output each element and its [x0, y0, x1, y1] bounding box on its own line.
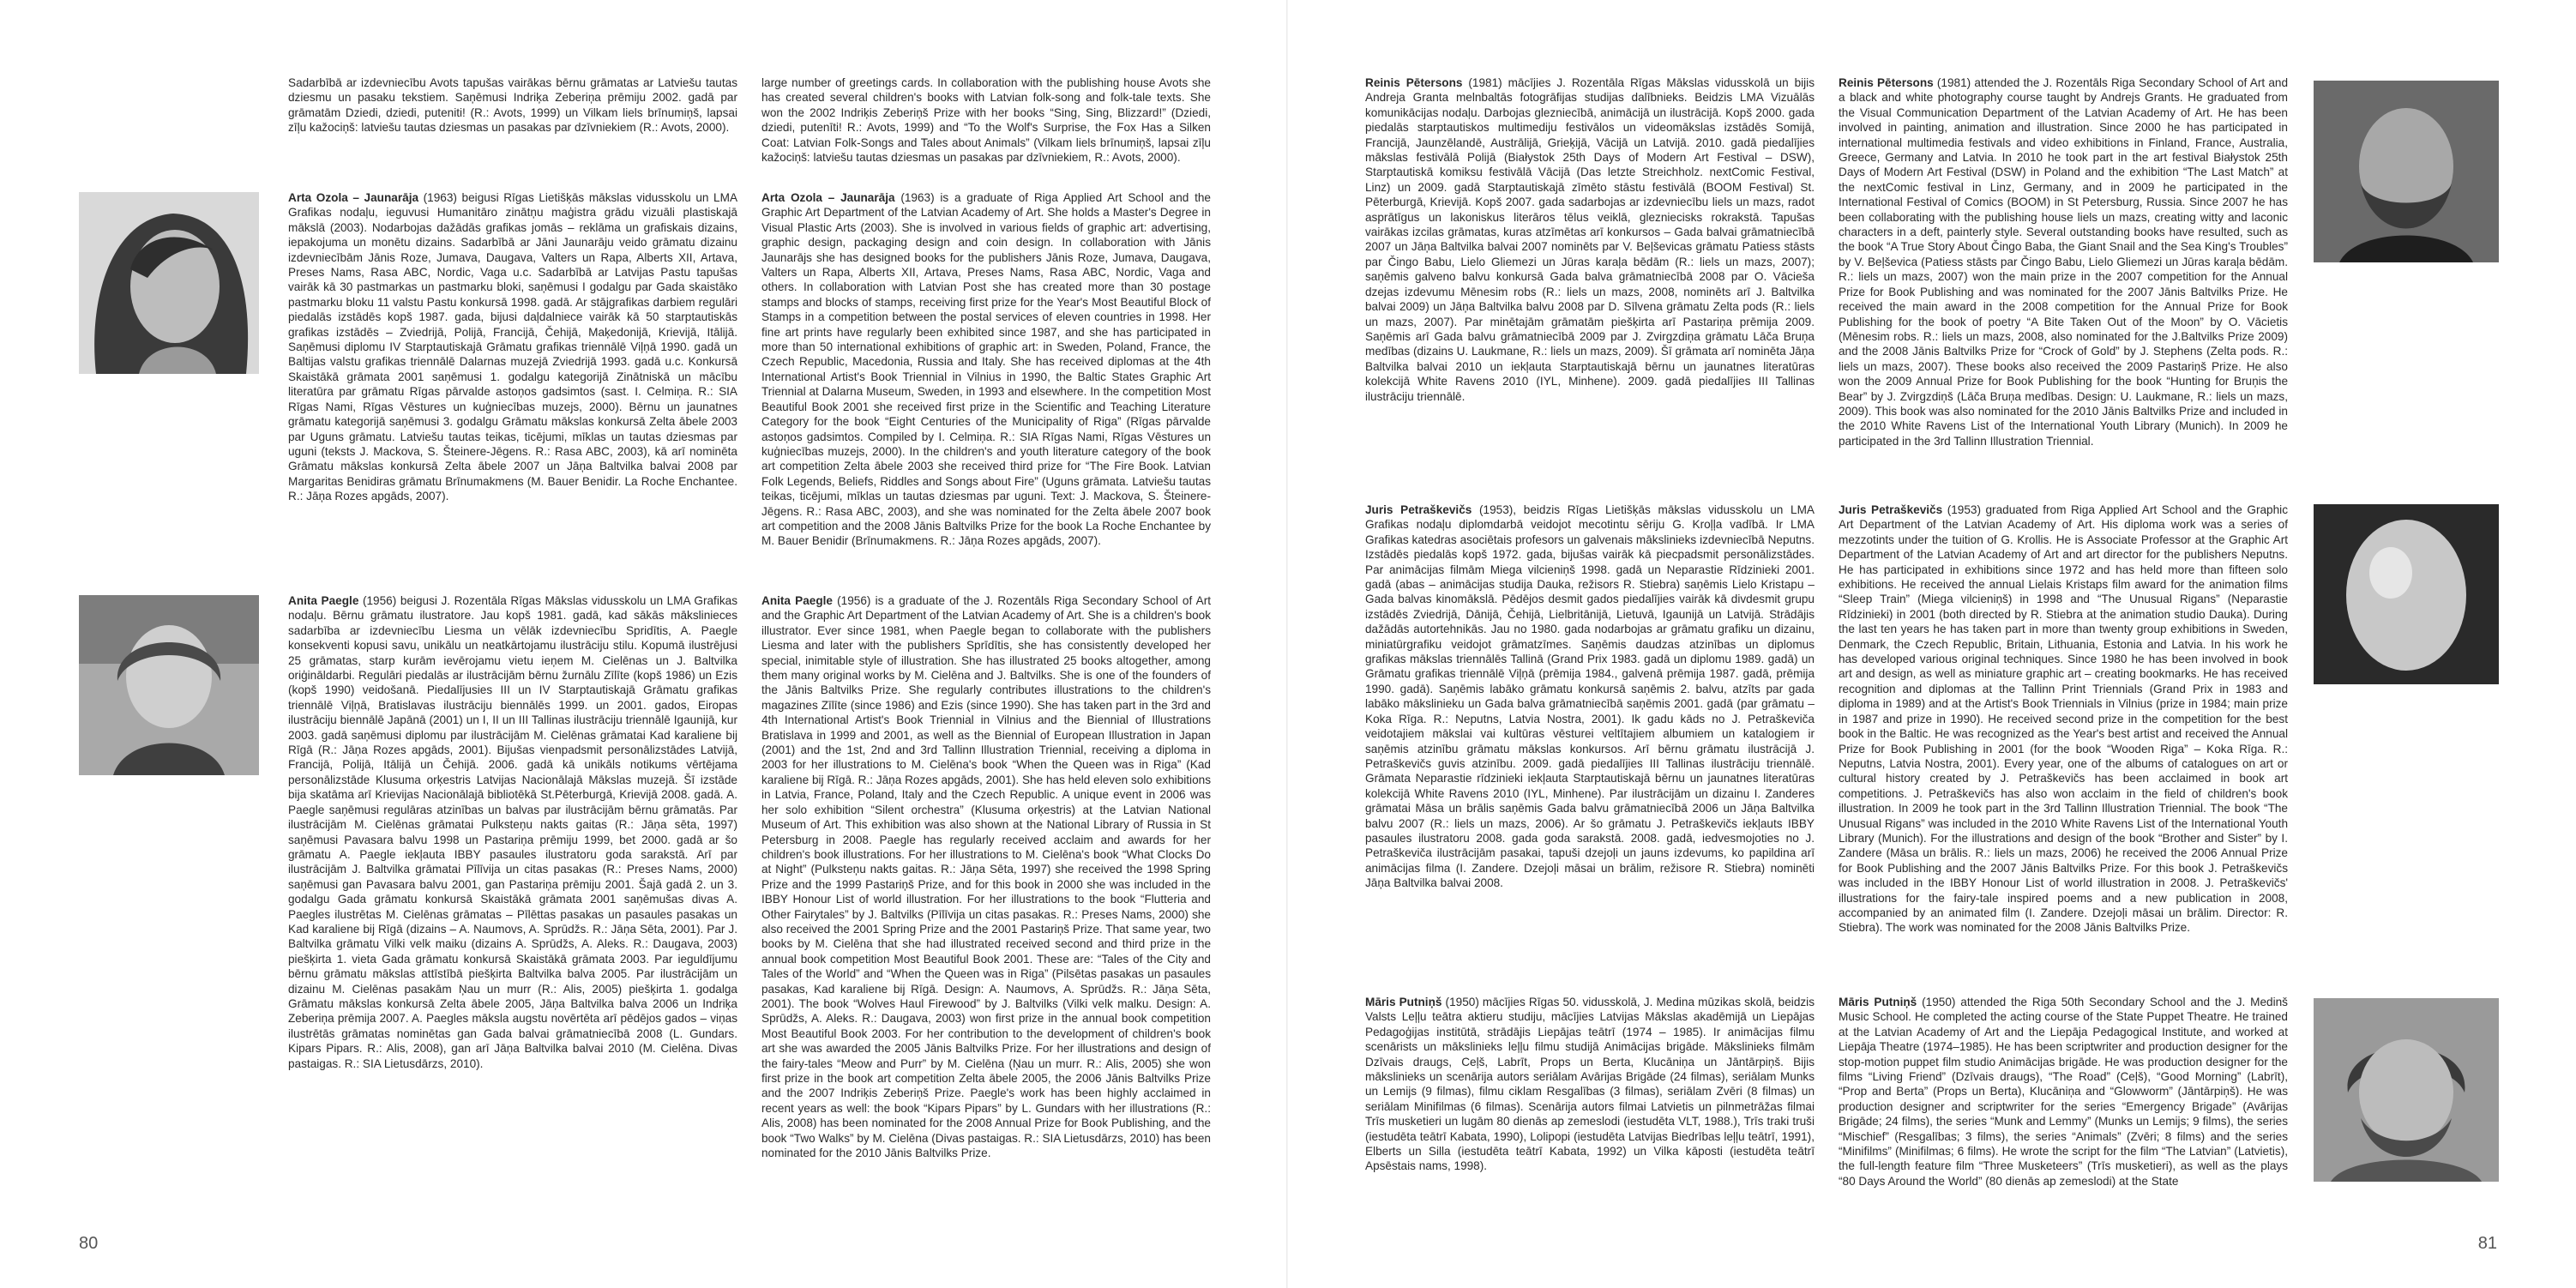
bio-name: Juris Petraškevičs: [1365, 503, 1472, 516]
intro-text-lv: [288, 75, 737, 135]
bio-text: (1981) mācījies J. Rozentāla Rīgas Mākslas vidusskolā un bijis Andreja Granta melnbaltās fotogrāfijas studijas dalībnieks. Beidzis LMA Vizuālās komunikācijas nodaļu. Darbojas glezniecībā, animācijā un ilustrācijā. Kopš 2000. gada piedalās starptautiskos multimediju festivālos un videomākslas izstādēs Somijā, Francijā, Jaunzēlandē, Austrālijā, Grieķijā, Vācijā un Latvijā. 2010. gadā piedalījies mākslas festivālā Polijā (Białystok 25th Days of Modern Art Festival – DSW), Starptautiskā komiksu festivālā Vācijā (Das letzte Streichholz. nextComic Festival, Linz) un 2009. gadā Starptautiskajā zīmēto stāstu festivālā (BOOM Festival) St. Pēterburgā, Krievijā. Kopš 2007. gada sadarbojas ar izdevniecību liels un mazs, radot asprātīgus un lakoniskus literāros tēlus veiklā, glezniecisks rokrakstā. Tapušas vairākas izcilas grāmatas, kuras atzīmētas arī konkursos – Gada balvai grāmatniecībā 2007 un Jāņa Baltvilka balvai 2007 nominēts par V. Beļševicas grāmatu Patiess stāsts par Čingo Babu, Lielo Gliemezi un Jūras karaļa bēdām (R.: liels un mazs, 2007); saņēmis galveno balvu konkursā Gada balva grāmatniecībā 2008 par O. Vācieša dzejas izdevumu Mēnesim robs (R.: liels un mazs, 2008, nominēts arī J. Baltvilka balvai 2009) un Jāņa Baltvilka balvu 2008 par D. Sīlvena grāmatu Zelta pods (R.: liels un mazs, 2007). Par minētajām grāmatām piešķirta arī Pastariņa prēmija 2009. Saņēmis arī Gada balvu grāmatniecībā 2009 par J. Zvirgzdiņa grāmatu Lāča Bruņa medības (dizains U. Laukmane, R.: liels un mazs, 2009). Šī grāmata arī nominēta Jāņa Baltvilka balvai 2010 un iekļauta Starptautiskajā bērnu un jaunatnes literatūras kolekcijā White Ravens 2010 (IYL, Minhene). 2009. gadā piedalījies III Tallinas ilustrāciju triennālē.: [1365, 76, 1815, 403]
portrait-photo-icon: [2314, 504, 2499, 684]
bio-text: (1981) attended the J. Rozentāls Riga Secondary School of Art and a black and white photography course taught by Andrejs Grants. He graduated from the Visual Communication Department of the Latvian Academy of Art. He has been involved in painting, animation and illustration. Since 2000 he has participated in international multimedia festivals and video exhibitions in Finland, France, Australia, Greece, Germany and Latvia. In 2010 he took part in the art festival Białystok 25th Days of Modern Art Festival (DSW) in Poland and the exhibition “The Last Match” at the nextComic festival in Linz, Germany, and in 2009 he participated in the International Festival of Comics (BOOM) in St Petersburg, Russia. Since 2007 he has been collaborating with the publishing house liels un mazs, creating witty and laconic characters in a deft, painterly style. Several outstanding books have resulted, such as the book “A True Story About Čingo Baba, the Giant Snail and the Sea King's Troubles” by V. Beļševica (Patiess stāsts par Čingo Babu, Lielo Gliemezi un Jūras karaļa bēdām. R.: liels un mazs, 2007) won the main prize in the 2007 competition for the Annual Prize for Book Publishing and was nominated for the 2007 Jānis Baltvilks Prize. He received the main award in the 2008 competition for the Annual Prize for Book Publishing for the book of poetry “A Bite Taken Out of the Moon” by O. Vācietis (Mēnesim robs. R.: liels un mazs, 2008, also nominated for the J.Baltvilks Prize 2009) and the 2008 Jānis Baltvilks Prize for “Crock of Gold” by J. Stephens (Zelta pods. R.: liels un mazs, 2007). These books also received the 2009 Pastariņš Prize. He also won the 2009 Annual Prize for Book Publishing for the book “Hunting for Bruņis the Bear” by J. Zvirgzdiņš (Lāča Bruņa medības. Design: U. Laukmane, R.: liels un mazs, 2009). This book was also nominated for the 2010 Jānis Baltvilks Prize and included in the 2010 White Ravens List of the International Youth Library (Munich). In 2009 he participated in the 3rd Tallinn Illustration Triennial.: [1839, 76, 2289, 448]
bio-anita-en: [761, 593, 1211, 1160]
portrait-reinis-petersons: [2314, 81, 2499, 262]
bio-text: (1953) graduated from Riga Applied Art School and the Graphic Art Department of the Latvian Academy of Art. His diploma work was a series of mezzotints under the tuition of G. Krollis. He is Associate Professor at the Graphic Art Department of the Latvian Academy of Art and art director for the publishers Neputns. He has participated in exhibitions since 1972 and has held more than fifteen solo exhibitions. He received the annual Lielais Kristaps film award for the animation films “Sleep Train” (Miega vilcieniņš) in 1998 and “The Unusual Rigans” (Neparastie Rīdzinieki) in 2001 (both directed by R. Stiebra at the animation studio Dauka). During the last ten years he has taken part in more than twenty group exhibitions in Sweden, Denmark, the Czech Republic, Britain, Lithuania, Estonia and Latvia. In his work he has developed various original techniques. Since 1980 he has been involved in book art and design, as well as miniature graphic art – creating bookmarks. He has received recognition and diplomas at the Tallinn Print Triennials (Grand Prix in 1983 and diploma in 1989) and at the Artist's Book Triennials in Vilnius (prize in 1984; main prize in 1987 and prize in 1990). He received second prize in the competition for the best book in the Baltic. He was recognized as the Year's best artist and received the Annual Prize for Book Publishing in 2001 (for the book “Wooden Riga” – Koka Rīga. R.: Neputns, Latvia Nostra, 2001). Every year, one of the albums of catalogues on art or cultural history created by J. Petraškevičs has been acclaimed in book art competitions. J. Petraškevičs has also won acclaim in the field of children's book illustration. In 2009 he took part in the 3rd Tallinn Illustration Triennial. The book “The Unusual Rigans” was included in the 2010 White Ravens List of the International Youth Library (Munich). For the illustrations and design of the book “Brother and Sister” by I. Zandere (Māsa un brālis. R.: liels un mazs, 2006) he received the 2006 Annual Prize for Book Publishing and the 2007 Jānis Baltvilks Prize. For this book J. Petraškevičs was included in the IBBY Honour List of world illustration in 2008. J. Petraškevičs' illustrations for the fairy-tale inspired poems and a new publication in 2008, accompanied by an animated film (I. Zandere. Dzejoļi māsai un brālim. Director: R. Stiebra). The work was nominated for the 2008 Jānis Baltvilks Prize.: [1839, 503, 2288, 935]
bio-name: Arta Ozola – Jaunarāja: [288, 191, 419, 204]
bio-text: (1963) beigusi Rīgas Lietišķās mākslas vidusskolu un LMA Grafikas nodaļu, ieguvusi Humanitāro zinātņu maģistra grādu vizuāli plastiskajā mākslā (2003). Nodarbojas dažādās grafikas jomās – reklāma un grafiskais dizains, iepakojuma un monētu dizains. Sadarbībā ar Jāni Jaunarāju veido grāmatu dizainu izdevniecībām Jānis Roze, Jumava, Daugava, Valters un Rapa, Alberts XII, Artava, Preses Nams, Rasa ABC, Nordic, Vaga u.c. Sadarbībā ar Latvijas Pastu tapušas vairāk kā 30 pastmarkas un pastmarku bloki, saņēmusi I godalgu par Gada skaistāko pastmarku bloku 11 valstu Pastu konkursā 1998. gadā. Ar stājgrafikas darbiem regulāri piedalās izstādēs kopš 1987. gada, bijusi daļdalniece vairāk kā 50 starptautiskās grafikas izstādēs – Zviedrijā, Polijā, Francijā, Čehijā, Maķedonijā, Krievijā, Itālijā. Saņēmusi diplomu IV Starptautiskajā Grāmatu grafikas triennālē Viļņā 1990. gadā un Baltijas valstu grafikas triennālē Dalarnas muzejā Zviedrijā 1993. gadā u.c. Konkursā Skaistākā grāmata 2001 saņēmusi 1. godalgu kategorijā Zinātniskā un mācību literatūra par grāmatu Rīgas pārvalde astoņos gadsimtos (sast. I. Celmiņa. R.: SIA Rīgas Nami, Rīgas Vēstures un kuģniecības muzejs, 2000). Bērnu un jaunatnes grāmatu kategorijā saņēmusi 3. godalgu Grāmatu mākslas konkursā Zelta ābele 2003 par Uguns grāmatu. Latviešu tautas teikas, ticējumi, mīklas un tautas dziesmas par uguni (teksts J. Mackova, S. Šteinere-Jēgens. R.: Rasa ABC, 2003), kā arī nominēta Grāmatu mākslas konkursā Zelta ābele 2007 un Jāņa Baltvilka balvai 2008 par Margaritas Benidiras grāmatu Brīnumakmens (M. Bauer Benidir. La Roche Enchantee. R.: Jāņa Rozes apgāds, 2007).: [288, 191, 738, 503]
portrait-photo-icon: [79, 192, 259, 374]
portrait-arta-ozola: [79, 192, 259, 374]
bio-anita-lv: [288, 593, 737, 1071]
bio-arta-en: [761, 190, 1211, 549]
portrait-anita-paegle: [79, 595, 259, 775]
bio-name: Reinis Pētersons: [1839, 76, 1934, 89]
portrait-photo-icon: [2314, 998, 2499, 1182]
bio-arta-lv: [288, 190, 737, 504]
bio-text: (1953), beidzis Rīgas Lietišķās mākslas vidusskolu un LMA Grafikas nodaļu diplomdarbā veidojot mecotintu sēriju G. Kroļļa vadībā. Ir LMA Grafikas katedras asociētais profesors un galvenais mākslinieks izdevniecībā Neputns. Izstādēs piedalās kopš 1972. gada, bijušas vairāk kā piecpadsmit personālizstādes. Par animācijas filmām Miega vilcieniņš 1998. gadā un Neparastie Rīdzinieki 2001. gadā (abas – animācijas studija Dauka, režisors R. Stiebra) saņēmis Lielo Kristapu – Gada balvas kinomākslā. Pēdējos desmit gados piedalījies vairāk kā divdesmit grupu izstādēs Zviedrijā, Dānijā, Čehijā, Lielbritānijā, Lietuvā, Igaunijā un Latvijā. Strādājis dažādās autortehnikās. Jau no 1980. gada nodarbojas ar grāmatu grafiku un dizainu, miniatūrgrafiku veidojot grāmatzīmes. Saņēmis daudzas atzinības un diplomus grafikas mākslas triennālēs Tallinā (Grand Prix 1983. gadā un diplomu 1989. gadā) un Grāmatu grafikas triennālē Viļņā (prēmija 1984., galvenā prēmija 1987. gadā, prēmija 1990. gadā). Saņēmis labāko grāmatu konkursā saņēmis 2. balvu, atzīts par gada labāko mākslinieku un Gada balva grāmatniecībā saņēmis 2001. gadā (par grāmatu – Koka Rīga. R.: Neputns, Latvia Nostra, 2001). Ik gadu kāds no J. Petraškeviča veidotajiem mākslai vai kultūras vēsturei veltītajiem albumiem un katalogiem ir saņēmis atzinību grāmatu mākslas konkursos. Arī bērnu grāmatu ilustrācijā J. Petraškevičs guvis atzinību. 2009. gadā piedalījies III Tallinas ilustrāciju triennālē. Grāmata Neparastie rīdzinieki iekļauta Starptautiskajā bērnu un jaunatnes literatūras kolekcijā White Ravens 2010 (IYL, Minhene). Par ilustrācijām un dizainu I. Zanderes grāmatai Māsa un brālis saņēmis Gada balvu grāmatniecībā 2006 un Jāņa Baltvilka balvu 2007 (R.: liels un mazs, 2006). Ar šo grāmatu J. Petraškevičs iekļauts IBBY pasaules ilustratoru 2008. gada goda sarakstā. 2008. gadā, iedvesmojoties no J. Petraškeviča ilustrācijām pasakai, tapuši dzejoļi un jauns izdevums, ko papildina arī animācijas filma (I. Zandere. Dzejoļi māsai un brālim, režisore R. Stiebra) nominēti Jāņa Baltvilka balvai 2008.: [1365, 503, 1815, 890]
bio-name: Anita Paegle: [761, 594, 833, 607]
bio-juris-lv: [1365, 503, 1815, 891]
portrait-maris-putnins: [2314, 998, 2499, 1182]
bio-maris-lv: [1365, 995, 1815, 1252]
portrait-photo-icon: [79, 595, 259, 775]
bio-reinis-en: [1839, 75, 2288, 448]
intro-paragraph-en: large number of greetings cards. In collaboration with the publishing house Avots she has created several children's books with Latvian folk-song and folk-tale texts. She won the 2002 Indriķis Zeberiņš Prize with her books “Sing, Sing, Blizzard!” (Dziedi, dziedi, putenīti! R.: Avots, 1999) and “To the Wolf's Surprise, the Fox Has a Silken Coat: Latvian Folk-Songs and Tales about Animals” (Vilkam liels brīnumiņš, lapsai zīļu kažociņš: latviešu tautas dziesmas un pasakas par dzīvniekiem, R.: Avots, 2000).: [761, 76, 1211, 165]
intro-text-en: [761, 75, 1211, 165]
bio-juris-en: [1839, 503, 2288, 936]
page-number-left: 80: [79, 1234, 99, 1253]
intro-paragraph-lv: Sadarbībā ar izdevniecību Avots tapušas vairākas bērnu grāmatas ar Latviešu tautas dziesmu un pasaku tekstiem. Saņēmusi Indriķa Zeberiņa prēmiju 2002. gadā par grāmatām Dziedi, dziedi, puteniti! (R.: Avots, 1999) un Vilkam liels brīnumiņš, lapsai zīļu kažociņš: latviešu tautas dziesmas un pasakas par dzīvniekiem (R.: Avots, 2000).: [288, 76, 737, 135]
bio-name: Arta Ozola – Jaunarāja: [761, 191, 895, 204]
bio-text: (1963) is a graduate of Riga Applied Art School and the Graphic Art Department of the Latvian Academy of Art. She holds a Master's Degree in Visual Plastic Arts (2003). She is involved in various fields of graphic art: advertising, graphic design, packaging design and coin design. In collaboration with Jānis Jaunarājs she has designed books for the publishers Jānis Roze, Jumava, Daugava, Valters un Rapa, Alberts XII, Artava, Preses Nams, Rasa ABC, Nordic, Vaga and others. In collaboration with Latvian Post she has created more than 30 postage stamps and blocks of stamps, receiving first prize for the Year's Most Beautiful Block of Stamps in a competition between the postal services of eleven countries in 1998. Her fine art prints have regularly been exhibited since 1987, and she has participated in more than 50 international exhibitions of graphic art: in Sweden, Poland, France, the Czech Republic, Macedonia, Russia and Italy. She has received diplomas at the 4th International Artist's Book Triennial in Vilnius in 1990, the Baltic States Graphic Art Triennial at Dalarna Museum, Sweden, in 1993 and elsewhere. In the competition Most Beautiful Book 2001 she received first prize in the Scientific and Teaching Literature Category for the book “Eight Centuries of the Municipality of Riga” (Rīgas pārvalde astoņos gadsimtos. Compiled by I. Celmiņa. R.: SIA Rīgas Nami, Rīgas Vēstures un kuģniecības muzejs, 2000). In the children's and youth literature category of the book art competition Zelta ābele 2003 she received third prize for “The Fire Book. Latvian Folk Legends, Beliefs, Riddles and Songs about Fire” (Uguns grāmata. Latviešu tautas teikas, ticējumi, mīklas un tautas dziesmas par uguni. Text: J. Mackova, S. Šteinere-Jēgens. R.: Rasa ABC, 2003), and she was nominated for the Zelta ābele 2007 book art competition and the 2008 Jānis Baltvilks Prize for the book La Roche Enchantee by M. Bauer Benidir (Brīnumakmens. R.: Jāņa Rozes apgāds, 2007).: [761, 191, 1211, 548]
bio-name: Juris Petraškevičs: [1839, 503, 1943, 516]
bio-text: (1956) is a graduate of the J. Rozentāls Riga Secondary School of Art and the Graphic Art Department of the Latvian Academy of Art. She is a children's book illustrator. Ever since 1981, when Paegle began to collaborate with the publishers Liesma and later with the publishers Sprīdītis, she has consistently developed her special, inimitable style of illustration. She has illustrated 25 books altogether, among them many original works by M. Cielēna and J. Baltvilks. She is one of the founders of the Jānis Baltvilks Prize. She regularly contributes illustrations to the children's magazines Zīlīte (since 1986) and Ezis (since 1990). She has taken part in the 3rd and 4th International Artist's Book Triennial in Vilnius and the Biennial of Illustrations Bratislava in 1999 and 2001, as well as the Biennial of European Illustration in Japan (2001) and the 1st, 2nd and 3rd Tallinn Illustration Triennial, receiving a diploma in 2003 for her illustrations to M. Cielēna's book “When the Queen was in Riga” (Kad karaliene bij Rīgā. R.: Jāņa Rozes apgāds, 2001). She has held eleven solo exhibitions in Latvia, France, Poland, Italy and the Czech Republic. A unique event in 2006 was her solo exhibition “Silent orchestra” (Klusuma orķestris) at the Latvian National Museum of Art. This exhibition was also shown at the National Library of Russia in St Petersburg in 2008. Paegle has regularly received acclaim and awards for her children's book illustrations. For her illustrations to M. Cielēna's book “What Clocks Do at Night” (Pulksteņu nakts gaitas. R.: Jāņa Sēta, 1997) she received the 1998 Spring Prize and the 1999 Pastariņš Prize, and for this book in 2000 she was included in the IBBY Honour List of world illustration. For her illustrations to the book “Flutteria and Other Fairytales” by J. Baltvilks (Pīlīvija un citas pasakas. R.: Preses Nams, 2000) she also received the 2001 Spring Prize and the 2001 Pastariņš Prize. That same year, two books by M. Cielēna that she had illustrated received second and third prize in the annual book competition Most Beautiful Book 2001. These are: “Tales of the City and Tales of the World” and “When the Queen was in Riga” (Pilsētas pasakas un pasaules pasakas, Kad karaliene bij Rīgā. Design: A. Naumovs, A. Sprūdžs. R.: Jāņa Sēta, 2001). The book “Wolves Haul Firewood” by J. Baltvilks (Vilki velk malku. Design: A. Sprūdžs, A. Aleks. R.: Daugava, 2003) won first prize in the annual book competition Most Beautiful Book 2003. For her contribution to the development of children's book art she was awarded the 2005 Jānis Baltvilks Prize. For her illustrations and design of the fairy-tales “Meow and Purr” by M. Cielēna (Ņau un murr. R.: Alis, 2005) she won first prize in the book art competition Zelta ābele 2005, the 2006 Jānis Baltvilks Prize and the 2007 Indriķis Zeberiņš Prize. Paegle's work has been highly acclaimed in recent years as well: the book “Kipars Pipars” by L. Gundars with her illustrations (R.: Alis, 2008) has been nominated for the 2008 Annual Prize for Book Publishing, and the book “Two Walks” by M. Cielēna (Divas pastaigas. R.: SIA Lietusdārzs, 2010) has been nominated for the 2010 Jānis Baltvilks Prize.: [761, 594, 1211, 1160]
bio-name: Māris Putniņš: [1365, 996, 1442, 1008]
bio-name: Māris Putniņš: [1839, 996, 1917, 1008]
bio-maris-en: [1839, 995, 2288, 1252]
right-page: [1288, 0, 2576, 1288]
bio-name: Anita Paegle: [288, 594, 359, 607]
bio-name: Reinis Pētersons: [1365, 76, 1463, 89]
bio-text: (1950) mācījies Rīgas 50. vidusskolā, J. Medina mūzikas skolā, beidzis Valsts Leļļu teātra aktieru studiju, mācījies Latvijas Mākslas akadēmijā un Liepājas Pedagoģijas institūtā, strādājis Liepājas teātrī (1974 – 1985). Ir animācijas filmu scenārists un mākslinieks leļļu filmu studijā Animācijas brigāde. Mākslinieks filmām Dzīvais draugs, Ceļš, Labrīt, Props un Berta, Klucāniņa un Jāntārpiņš. Bijis mākslinieks un scenārija autors seriālam Avārijas Brigāde (24 filmas), seriālam Munks un Lemijs (9 filmas), filmu ciklam Resgalības (3 filmas), seriālam Zvēri (8 filmas) un seriālam Minifilmas (6 filmas). Scenārija autors filmai Latvietis un pilnmetrāžas filmai Trīs musketieri un lugām 80 dienās ap zemeslodi (iestudēta VLT, 1988.), Trīs traki truši (iestudēta teātrī Kabata, 1990), Lolipopi (iestudēta Latvijas Biedrības leļļu teātrī, 1991), Elberts un Silla (iestudēta teātrī Kabata, 1992) un Vilka kāposti (iestudēta teātrī Apsēstais nams, 1998).: [1365, 996, 1815, 1173]
bio-text: (1950) attended the Riga 50th Secondary School and the J. Medinš Music School. He completed the acting course of the State Puppet Theatre. He trained at the Latvian Academy of Art and the Liepāja Pedagogical Institute, and worked at Liepāja Theatre (1974–1985). He has been scriptwriter and production designer for the stop-motion puppet film studio Animācijas brigāde. He was production designer for the films “Living Friend” (Dzīvais draugs), “The Road” (Ceļš), “Good Morning” (Labrīt), “Prop and Berta” (Props un Berta), Klucāniņa and “Glowworm” (Jāntārpiņš). He was production designer and scriptwriter for the series “Emergency Brigade” (Avārijas Brigāde; 24 films), the series “Munk and Lemmy” (Munks un Lemijs; 9 films), the series “Mischief” (Resgalības; 3 films), the series “Animals” (Zvēri; 8 films) and the series “Minifilms” (Minifilmas; 6 films). He wrote the script for the film “The Latvian” (Latvietis), the full-length feature film “Three Musketeers” (Trīs musketieri), as well as the plays “80 Days Around the World” (80 dienās ap zemeslodi) at the State: [1839, 996, 2288, 1188]
bio-text: (1956) beigusi J. Rozentāla Rīgas Mākslas vidusskolu un LMA Grafikas nodaļu. Bērnu grāmatu ilustratore. Jau kopš 1981. gadā, kad sākās mākslinieces sadarbība ar izdevniecību Liesma un vēlāk izdevniecību Spridītis, A. Paegle konsekventi kopusi savu, unikālu un neatkārtojamu ilustrāciju stilu. Kopumā ilustrējusi 25 grāmatas, starp kurām ievērojamu vietu ieņem M. Cielēnas un J. Baltvilka oriģināldarbi. Regulāri piedalās ar ilustrācijām bērnu žurnālu Zīlīte (kopš 1986) un Ezis (kopš 1990) veidošanā. Piedalījusies III un IV Starptautiskajā Grāmatu grafikas triennālē Viļņā, Bratislavas ilustrāciju biennālēs 1999. un 2001. gados, Eiropas ilustrāciju biennālē Japānā (2001) un I, II un III Tallinas ilustrāciju triennālē Igaunijā, kur 2003. gadā saņēmusi diplomu par ilustrācijām M. Cielēnas grāmatai Kad karaliene bij Rīgā (R.: Jāņa Rozes apgāds, 2001). Bijušas vienpadsmit personālizstādes Latvijā, Francijā, Polijā, Itālijā un Čehijā. 2006. gadā kā unikāls notikums vērtējama personālizstāde Klusuma orķestris Latvijas Nacionālajā Mākslas muzejā. Šī izstāde bija skatāma arī Krievijas Nacionālajā bibliotēkā St.Pēterburgā, Krievijā 2008. gadā. A. Paegle saņēmusi regulāras atzinības un balvas par ilustrācijām bērnu grāmatās. Par ilustrācijām M. Cielēnas grāmatai Pulksteņu nakts gaitas (R.: Jāņa sēta, 1997) saņēmusi Pavasara balvu 1998 un Pastariņa prēmiju 1999, bet 2000. gadā ar šo grāmatu A. Paegle iekļauta IBBY pasaules ilustratoru goda sarakstā. Arī par ilustrācijām J. Baltvilka grāmatai Pīlīvija un citas pasakas (R.: Preses Nams, 2000) saņēmusi gan Pavasara balvu 2001, gan Pastariņa prēmiju 2001. Šajā gadā 2. un 3. godalgu Gada grāmatu konkursā Skaistākā grāmata 2001 saņēmušas divas A. Paegles ilustrētas M. Cielēnas grāmatas – Pīlēttas pasakas un pasaules pasakas un Kad karaliene bij Rīgā (dizains – A. Naumovs, A. Sprūdžs. R.: Jāņa Sēta, 2001). Par J. Baltvilka grāmatu Vilki velk maiku (dizains A. Sprūdžs, A. Aleks. R.: Daugava, 2003) piešķirta 1. vieta Gada grāmatu konkursā Skaistākā grāmata 2003. Par ieguldījumu bērnu grāmatu mākslas attīstībā piešķirta Baltvilka balva 2005. Par ilustrācijām un dizainu M. Cielēnas pasakām Ņau un murr (R.: Alis, 2005) piešķirta 1. godalga Grāmatu mākslas konkursā Zelta ābele 2005, Jāņa Baltvilka balva 2006 un Indriķa Zeberiņa prēmija 2007. A. Paegles māksla augstu novērtēta arī pēdējos gados – viņas ilustrētās grāmatas nominētas gan Gada balvai grāmatniecībā 2008 (L. Gundars. Kipars Pipars. R.: Alis, 2008), gan arī Jāņa Baltvilka balvai 2010 (M. Cielēna. Divas pastaigas. R.: SIA Lietusdārzs, 2010).: [288, 594, 738, 1070]
portrait-juris-petraskevics: [2314, 504, 2499, 684]
bio-reinis-lv: [1365, 75, 1815, 404]
portrait-photo-icon: [2314, 81, 2499, 262]
page-number-right: 81: [2477, 1234, 2497, 1253]
